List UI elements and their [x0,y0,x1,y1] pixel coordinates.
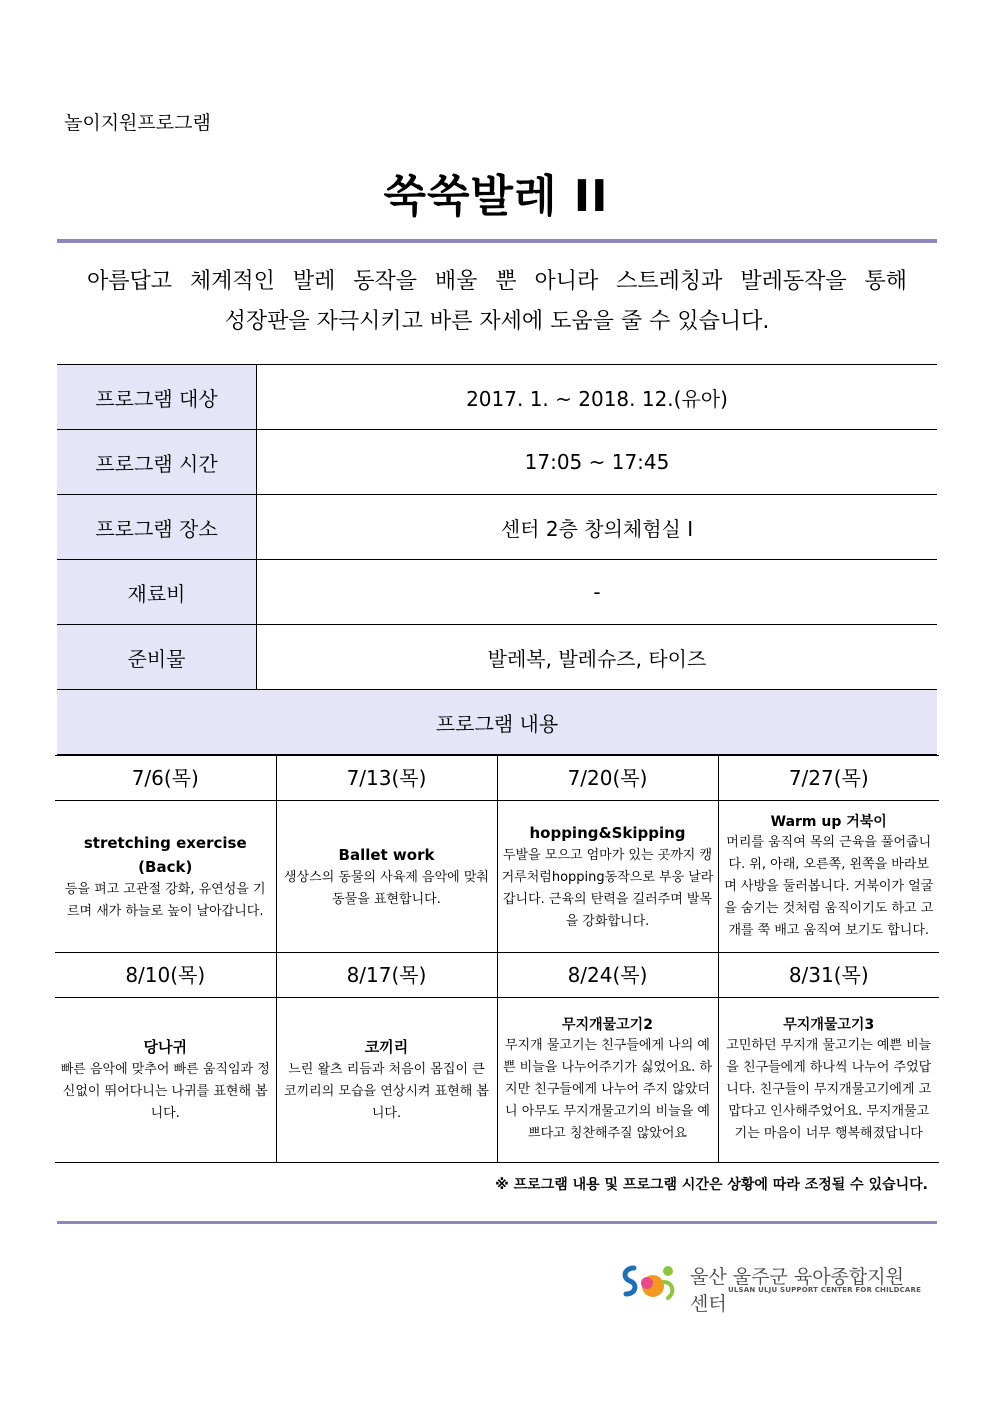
bottom-divider [57,1221,937,1224]
session-description: 무지개 물고기는 친구들에게 나의 예쁜 비늘을 나누어주기가 싫었어요. 하지만 친구들에게 나누어 주지 않았더니 아무도 무지개물고기의 비늘을 예쁘다고 칭찬해주질 않았어요 [502,1038,713,1141]
logo-mark-icon [620,1262,682,1302]
session-date: 8/24(목) [497,953,718,998]
schedule-date-row [55,756,939,801]
session-content [276,801,497,953]
info-row-content-heading [57,690,937,755]
content-heading: 프로그램 내용 [57,690,937,755]
program-category: 놀이지원프로그램 [64,112,211,134]
session-content [55,801,276,953]
intro-text [57,262,937,342]
info-label: 준비물 [57,625,257,690]
schedule-content-row [55,998,939,1163]
session-date: 7/27(목) [718,756,939,801]
session-title: 코끼리 [364,1038,409,1056]
session-title: 무지개물고기2 [562,1017,653,1033]
info-value: 센터 2층 창의체험실 I [257,495,938,560]
session-title: stretching exercise (Back) [83,833,247,876]
schedule-notice: ※ 프로그램 내용 및 프로그램 시간은 상황에 따라 조정될 수 있습니다. [495,1177,928,1193]
session-title: Warm up 거북이 [770,813,887,830]
info-value: 17:05 ~ 17:45 [257,430,938,495]
page-title: 쑥쑥발레 II [383,171,609,222]
intro-line-2: 성장판을 자극시키고 바른 자세에 도움을 줄 수 있습니다. [224,309,770,334]
session-title: Ballet work [338,845,435,864]
top-divider [57,239,937,243]
info-value: - [257,560,938,625]
session-date: 7/20(목) [497,756,718,801]
session-content [718,801,939,953]
info-row-target [57,365,937,430]
session-description: 생상스의 동물의 사육제 음악에 맞춰 동물을 표현합니다. [284,869,489,907]
session-date: 7/13(목) [276,756,497,801]
organization-subtitle: ULSAN ULJU SUPPORT CENTER FOR CHILDCARE [728,1286,922,1294]
session-description: 두발을 모으고 엄마가 있는 곳까지 캥거루처럼hopping동작으로 부웅 날라갑니다. 근육의 탄력을 길러주며 발목을 강화합니다. [501,847,714,929]
program-info-table [57,364,937,755]
session-content [718,998,939,1163]
info-label: 재료비 [57,560,257,625]
session-description: 등을 펴고 고관절 강화, 유연성을 기르며 새가 하늘로 높이 날아갑니다. [64,881,266,919]
session-date: 7/6(목) [55,756,276,801]
session-date: 8/31(목) [718,953,939,998]
intro-line-1: 아름답고 체계적인 발레 동작을 배울 뿐 아니라 스트레칭과 발레동작을 통해 [87,269,907,294]
session-content [497,801,718,953]
session-date: 8/10(목) [55,953,276,998]
info-label: 프로그램 시간 [57,430,257,495]
info-label: 프로그램 대상 [57,365,257,430]
info-row-fee [57,560,937,625]
organization-name: 울산 울주군 육아종합지원센터 [690,1266,904,1315]
info-value: 발레복, 발레슈즈, 타이즈 [257,625,938,690]
session-content [276,998,497,1163]
organization-logo [620,1262,922,1315]
session-description: 느린 왈츠 리듬과 처음이 몸집이 큰 코끼리의 모습을 연상시켜 표현해 봅니다. [284,1062,489,1121]
info-row-time [57,430,937,495]
schedule-content-row [55,801,939,953]
session-description: 머리를 움직여 목의 근육을 풀어줍니다. 위, 아래, 오른쪽, 왼쪽을 바라보며 사방을 둘러봅니다. 거북이가 얼굴을 숨기는 것처럼 움직이기도 하고 고개를 쭉 배고 움직여 보기도 합니다. [724,834,934,938]
session-date: 8/17(목) [276,953,497,998]
session-title: 무지개물고기3 [783,1017,875,1033]
session-title: hopping&Skipping [529,823,686,842]
session-content [497,998,718,1163]
session-title: 당나귀 [143,1038,187,1056]
session-description: 빠른 음악에 맞추어 빠른 움직임과 정신없이 뛰어다니는 나귀를 표현해 봅니다. [60,1062,270,1121]
info-row-supplies [57,625,937,690]
session-content [55,998,276,1163]
schedule-date-row [55,953,939,998]
schedule-table [55,755,939,1163]
info-row-place [57,495,937,560]
info-value: 2017. 1. ~ 2018. 12.(유아) [257,365,938,430]
info-label: 프로그램 장소 [57,495,257,560]
session-description: 고민하던 무지개 물고기는 예쁜 비늘을 친구들에게 하나씩 나누어 주었답니다. 친구들이 무지개물고기에게 고맙다고 인사해주었어요. 무지개물고기는 마음이 너무 행복해졌답니다 [726,1038,932,1141]
